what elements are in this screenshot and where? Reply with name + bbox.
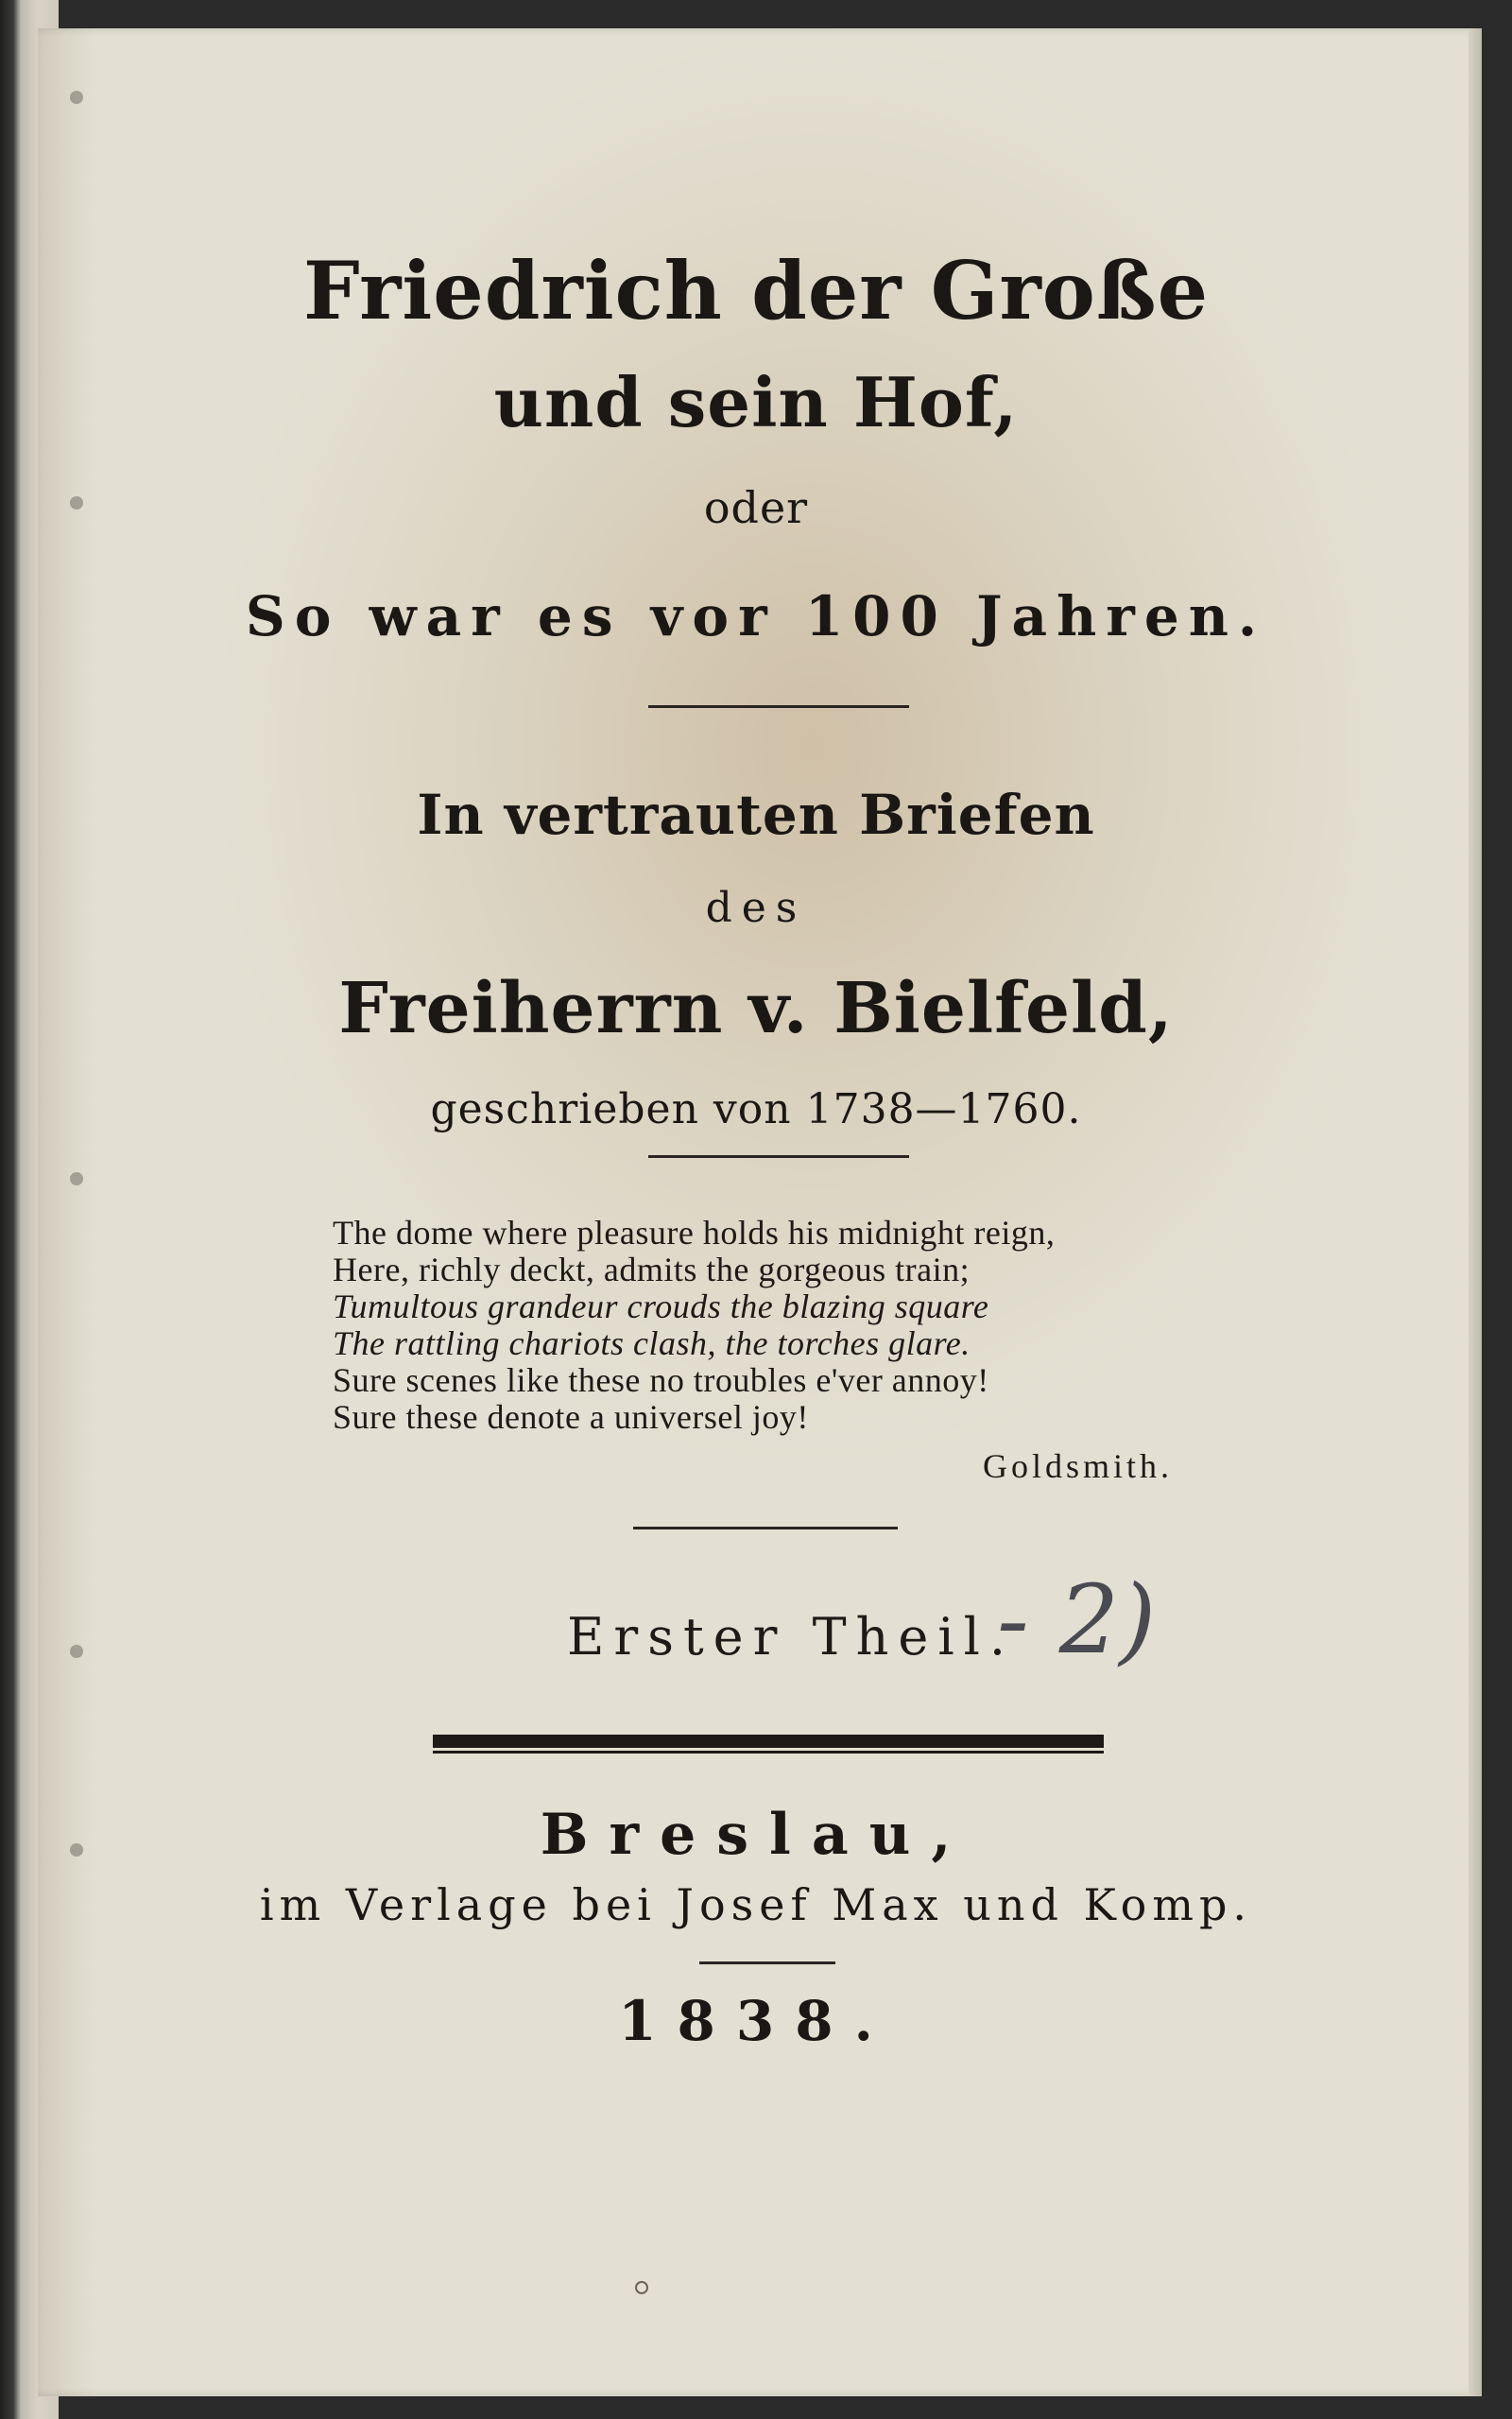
title-line-2: und sein Hof, xyxy=(493,362,1019,442)
imprint-city: Breslau, xyxy=(540,1802,972,1868)
imprint-year: 1838. xyxy=(618,1989,894,2053)
epigraph xyxy=(333,1215,1278,1436)
title-line-3: oder xyxy=(703,482,809,533)
library-stamp-mark xyxy=(635,2281,648,2294)
epigraph-line: Tumultous grandeur crouds the blazing square xyxy=(333,1287,989,1325)
epigraph-line: The dome where pleasure holds his midnight reign, xyxy=(333,1214,1056,1252)
divider-rule xyxy=(648,705,909,708)
divider-rule xyxy=(648,1155,909,1158)
epigraph-attribution: Goldsmith. xyxy=(983,1447,1174,1485)
binding-hole xyxy=(70,1172,83,1185)
title-line-4: So war es vor 100 Jahren. xyxy=(245,584,1267,648)
epigraph-line: Sure these denote a universel joy! xyxy=(333,1398,809,1436)
divider-rule xyxy=(699,1961,835,1964)
binding-hole xyxy=(70,1645,83,1658)
writing-dates: geschrieben von 1738—1760. xyxy=(430,1085,1082,1133)
double-rule xyxy=(433,1735,1104,1748)
subtitle-line-1: In vertrauten Briefen xyxy=(417,783,1095,847)
author-name: Freiherrn v. Bielfeld, xyxy=(338,968,1174,1049)
epigraph-line: The rattling chariots clash, the torches glare. xyxy=(333,1324,971,1362)
imprint-publisher: im Verlage bei Josef Max und Komp. xyxy=(259,1879,1253,1930)
epigraph-line: Sure scenes like these no troubles e'ver annoy! xyxy=(333,1361,989,1399)
handwritten-annotation: - 2) xyxy=(997,1564,1157,1675)
subtitle-line-2: des xyxy=(705,884,807,932)
volume-label: Erster Theil. xyxy=(567,1607,1016,1667)
divider-rule xyxy=(633,1527,898,1529)
epigraph-line: Here, richly deckt, admits the gorgeous train; xyxy=(333,1251,971,1288)
binding-hole xyxy=(70,91,83,104)
title-line-1: Friedrich der Große xyxy=(302,244,1210,337)
